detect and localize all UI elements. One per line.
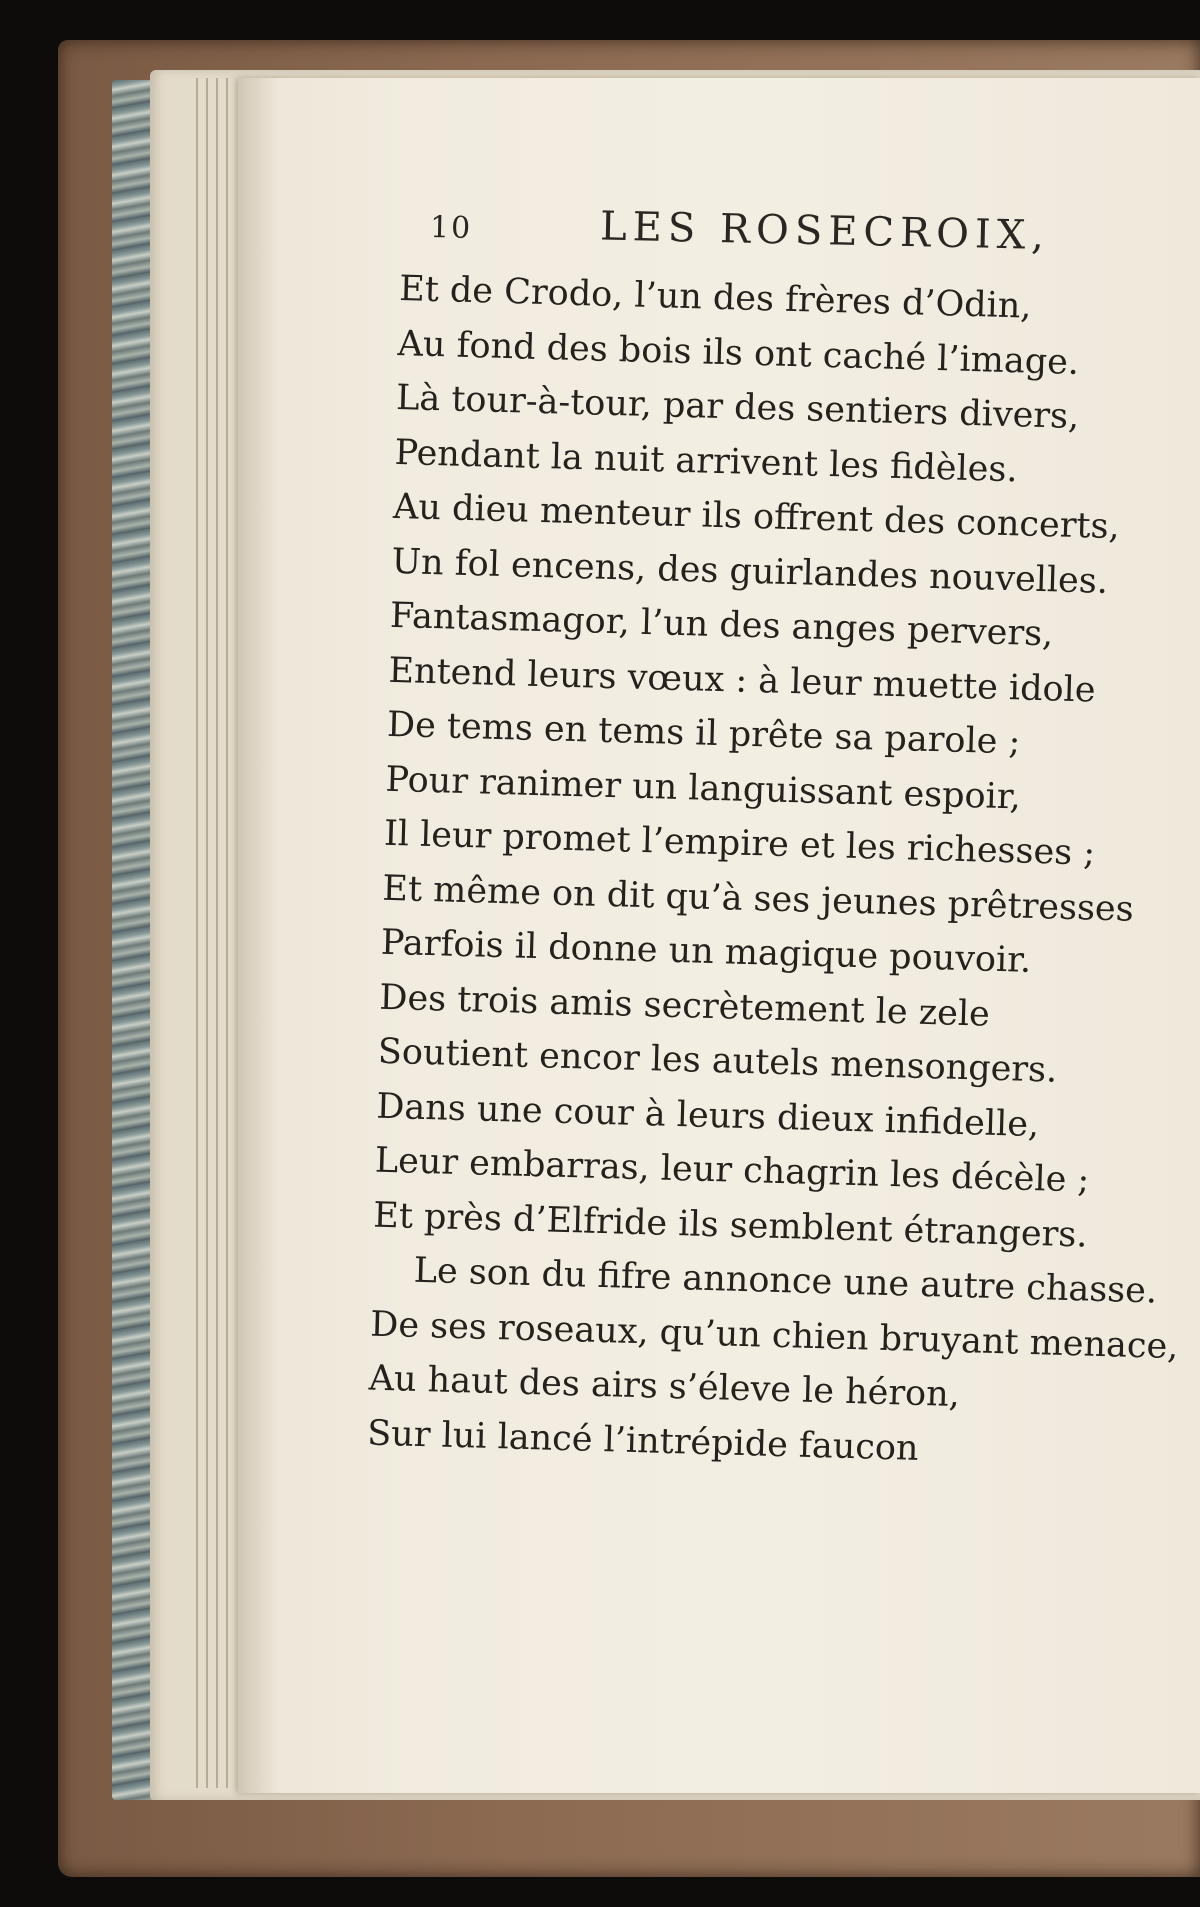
verse-line: Il leur promet l’empire et les richesses ; xyxy=(383,813,1096,874)
page-edge-line xyxy=(206,78,208,1788)
verse-block xyxy=(366,262,1179,1482)
verse-line: Au fond des bois ils ont caché l’image. xyxy=(397,323,1080,383)
page-edge-line xyxy=(196,78,198,1788)
page-number: 10 xyxy=(429,210,473,246)
verse-line: Un fol encens, des guirlandes nouvelles. xyxy=(391,541,1109,602)
verse-line: De ses roseaux, qu’un chien bruyant menace, xyxy=(369,1304,1179,1367)
verse-line: Leur embarras, leur chagrin les décèle ; xyxy=(374,1140,1090,1201)
verse-line: Au haut des airs s’éleve le héron, xyxy=(368,1358,961,1416)
page-edge-line xyxy=(226,78,228,1788)
verse-line: Sur lui lancé l’intrépide faucon xyxy=(366,1413,920,1469)
verse-line: Là tour-à-tour, par des sentiers divers, xyxy=(395,377,1080,438)
verse-line: Soutient encor les autels mensongers. xyxy=(377,1031,1058,1091)
verse-line: Entend leurs vœux : à leur muette idole xyxy=(388,650,1097,711)
verse-line: Et près d’Elfride ils semblent étrangers. xyxy=(372,1195,1088,1256)
verse-line-indented: Le son du fifre annonce une autre chasse. xyxy=(413,1250,1158,1312)
verse-line: Au dieu menteur ils offrent des concerts, xyxy=(392,486,1121,548)
verse-line: Et même on dit qu’à ses jeunes prêtresses xyxy=(381,868,1135,930)
verse-line: Pendant la nuit arrivent les fidèles. xyxy=(394,432,1019,490)
gutter-shadow xyxy=(238,78,278,1793)
verse-line: De tems en tems il prête sa parole ; xyxy=(386,704,1021,763)
page-edge-line xyxy=(216,78,218,1788)
verse-line: Des trois amis secrètement le zele xyxy=(378,977,991,1035)
running-title: LES ROSECROIX, xyxy=(599,203,1051,259)
verse-line: Parfois il donne un magique pouvoir. xyxy=(380,922,1032,981)
verse-line: Fantasmagor, l’un des anges pervers, xyxy=(389,595,1054,655)
verse-line: Et de Crodo, l’un des frères d’Odin, xyxy=(398,268,1033,327)
verse-line: Dans une cour à leurs dieux infidelle, xyxy=(375,1086,1040,1145)
verse-line: Pour ranimer un languissant espoir, xyxy=(384,759,1022,818)
